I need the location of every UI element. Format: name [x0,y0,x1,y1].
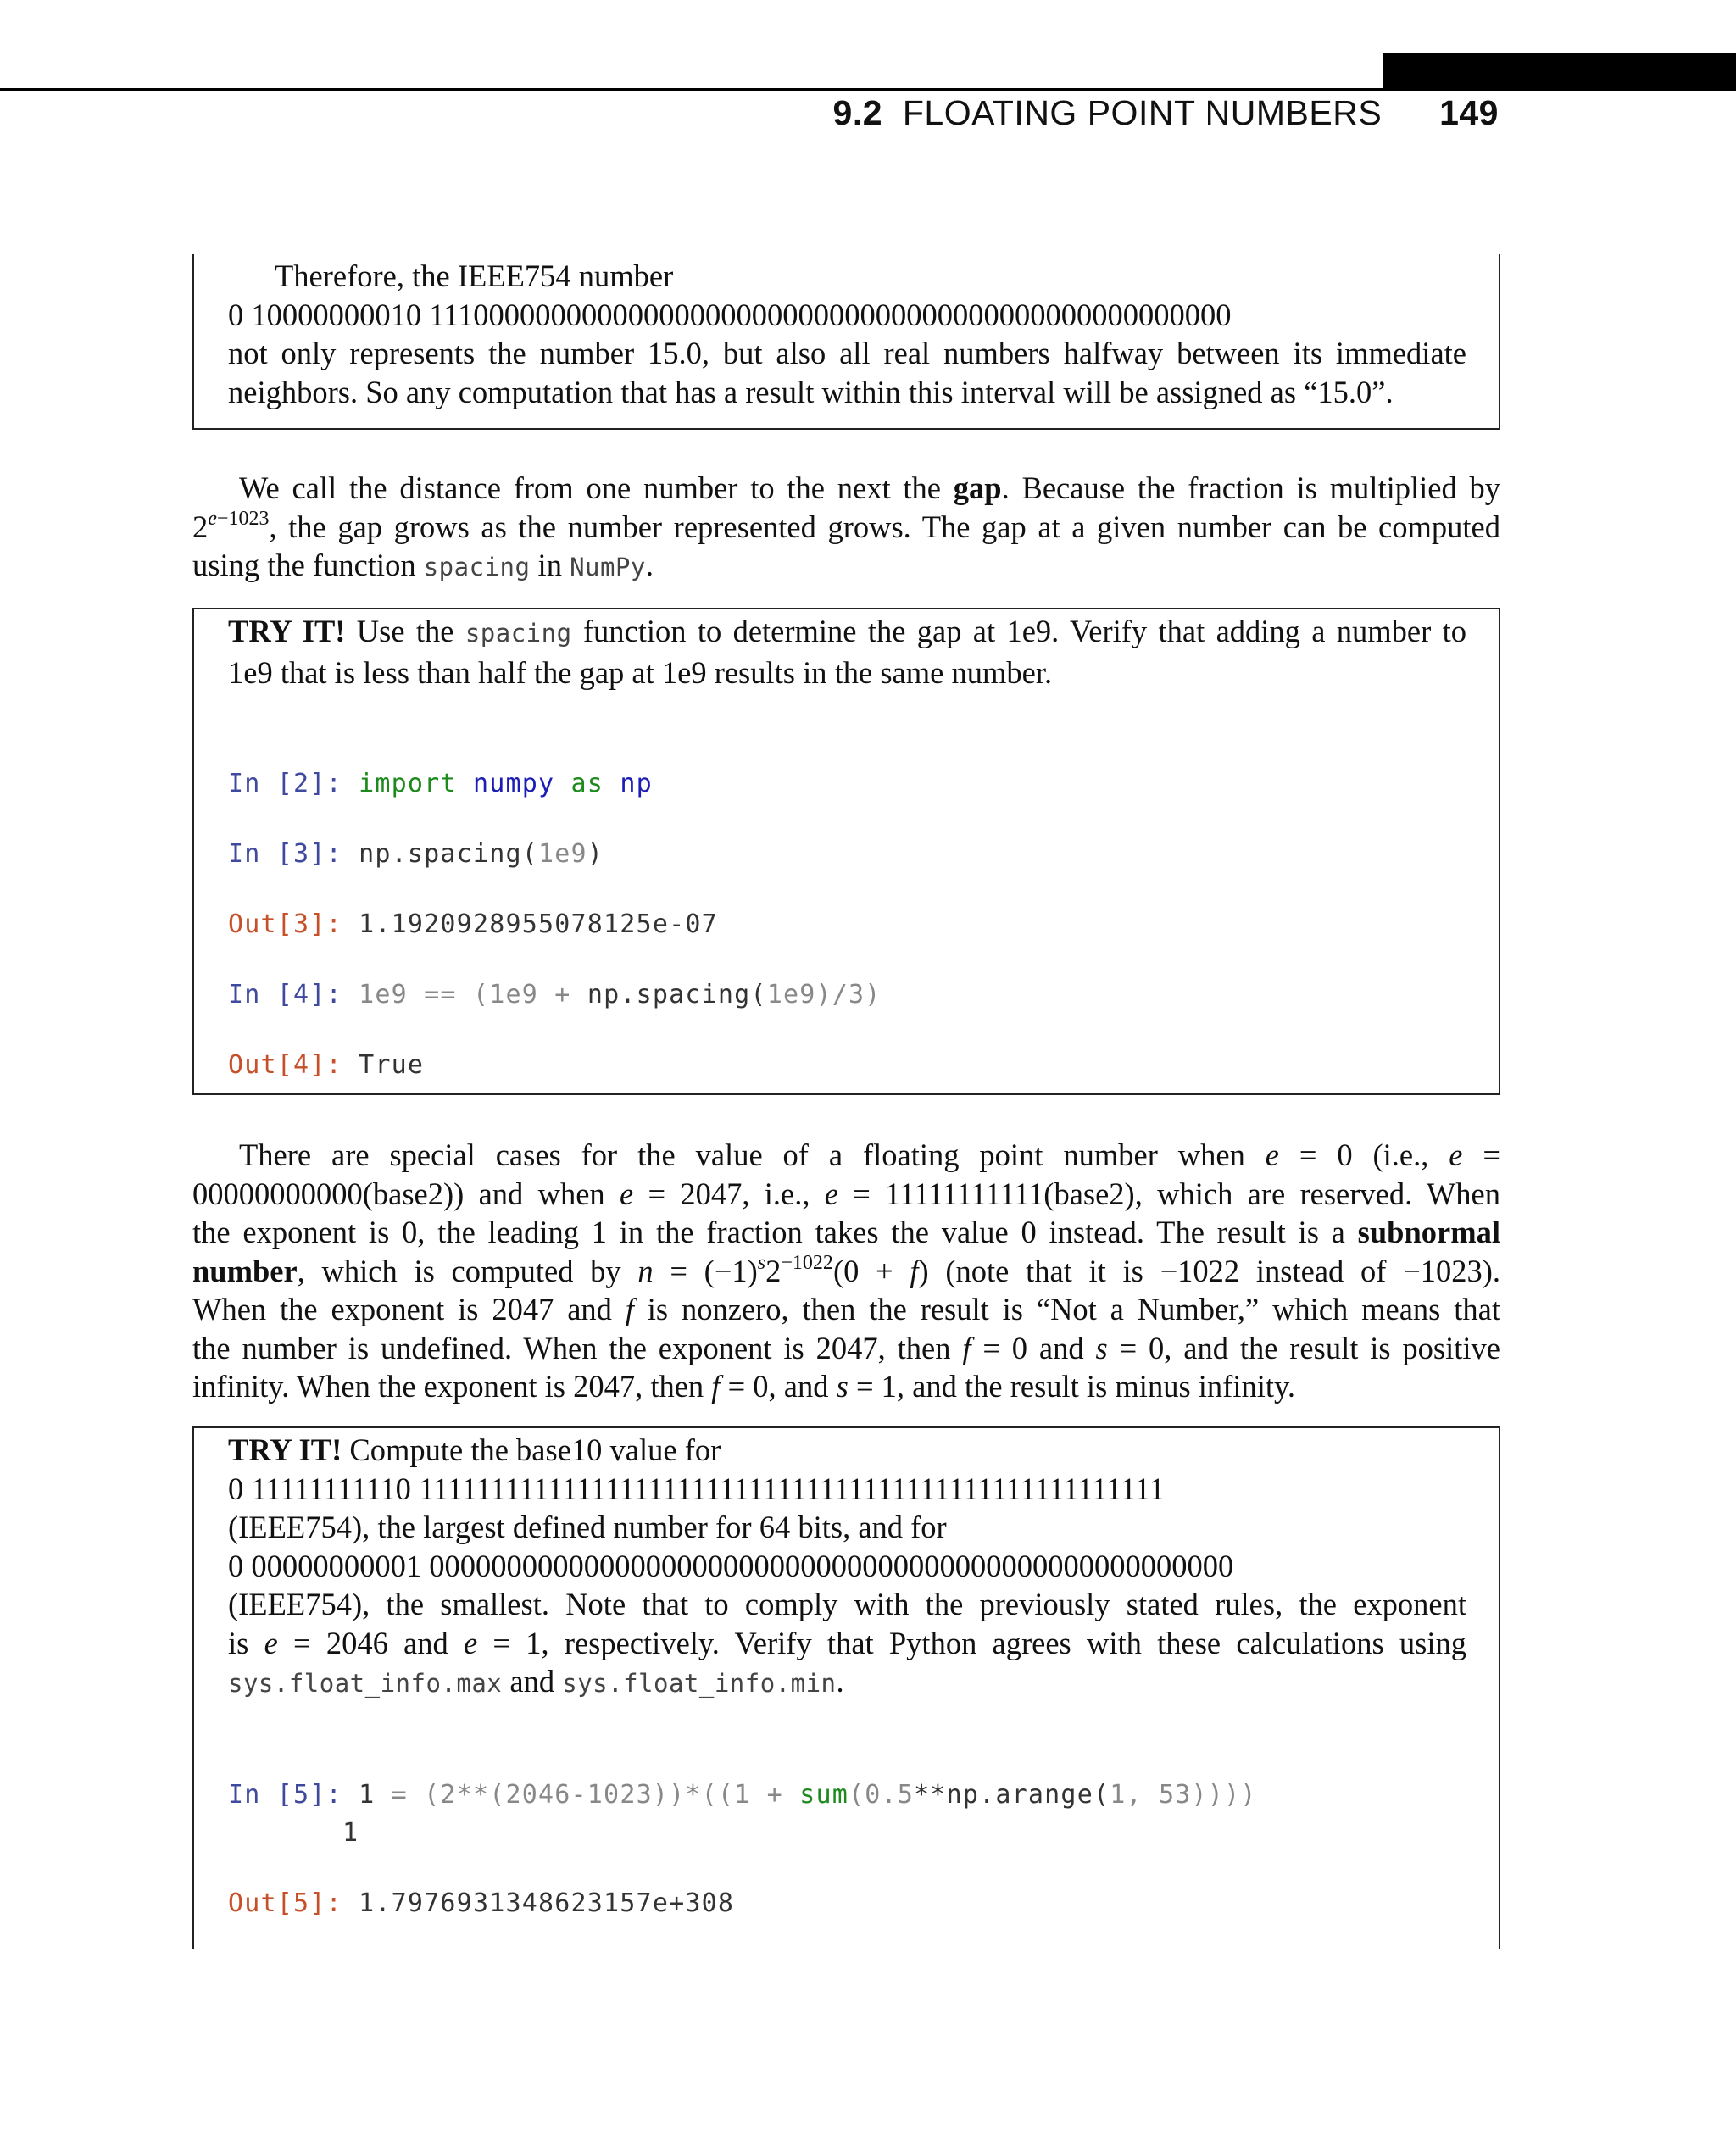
inline-code-spacing: spacing [465,619,572,648]
term-gap: gap [953,470,1002,505]
term-subnormal: subnormal [1357,1215,1500,1249]
try-it-label: TRY IT! [228,1432,342,1467]
section-number: 9.2 [832,93,883,132]
try-it-box-spacing [192,608,1500,1095]
bits-largest: 0 11111111110 1111111111111111111111111111111111111111111111111111 [228,1471,1165,1506]
header-rule [0,88,1736,91]
box-line-3: not only represents the number 15.0, but also all real numbers halfway between its immediate [228,336,1466,370]
code-cell-in5: In [5]: 1 = (2**(2046-1023))*((1 + sum(0.5**np.arange(1, 53)))) [228,1780,1257,1810]
try-it-text: TRY IT! Compute the base10 value for 0 11111111110 1111111111111111111111111111111111111111111111111111 (IEEE754), the largest defined number for 64 bits, and for 0 00000000001 0000000000000000000000000000000000000000000000000000 (IEEE754), the smallest. Note that to comply with the previously stated rules, the exponent is e = 2046 and e = 1, respectively. Verify that Python agrees with these calculations using sys.float_info.max and sys.float_info.min. [228,1432,1466,1699]
try-it-text: TRY IT! Use the spacing function to determine the gap at 1e9. Verify that adding a number to 1e9 that is less than half the gap at 1e9 results in the same number. [228,614,1466,690]
inline-code-float-max: sys.float_info.max [228,1669,503,1698]
section-title: FLOATING POINT NUMBERS [902,93,1383,132]
box-line-4: neighbors. So any computation that has a result within this interval will be assigned as “15.0”. [228,374,1394,409]
code-cell-in5-continuation: 1 [342,1818,359,1848]
try-it-label: TRY IT! [228,614,346,648]
try-it-box-float-info [192,1426,1500,1949]
inline-code-spacing: spacing [423,553,531,581]
paragraph-gap: We call the distance from one number to the next the gap. Because the fraction is multiplied by $2^{e-1023}$, the gap grows as the number represented grows. The gap at a given number can be computed using the function spacing in NumPy. [192,470,1500,582]
code-cell-out3: Out[3]: 1.1920928955078125e-07 [228,909,718,939]
code-cell-out4: Out[4]: True [228,1050,425,1080]
code-cell-out5: Out[5]: 1.7976931348623157e+308 [228,1888,735,1918]
header-black-bar [1383,53,1736,89]
running-header [833,93,1499,133]
paragraph-special-cases: There are special cases for the value of a floating point number when e = 0 (i.e., e = 00000000000(base2)) and when e = 2047, i.e., e = 11111111111(base2), which are reserved. When the exponent is 0, the leading 1 in the fraction takes the value 0 instead. The result is a subnormal number, which is computed by $n = (-1)^s2^{-1022}(0 + f)$ (note that it is −1022 instead of −1023). When the exponent is 2047 and f is nonzero, then the result is “Not a Number,” which means that the number is undefined. When the exponent is 2047, then f = 0 and s = 0, and the result is positive infinity. When the exponent is 2047, then f = 0, and s = 1, and the result is minus infinity. [192,1137,1501,1404]
example-box-continued [192,254,1500,430]
box-line-1: Therefore, the IEEE754 number [275,259,674,293]
bits-smallest: 0 00000000001 0000000000000000000000000000000000000000000000000000 [228,1548,1234,1583]
math-power: $2^{e-1023}$ [192,507,270,544]
inline-code-float-min: sys.float_info.min [562,1669,837,1698]
example-box-text [228,257,1466,411]
inline-code-numpy: NumPy [570,553,646,581]
code-cell-in2: In [2]: import numpy as np [228,769,653,798]
term-number: number [192,1253,298,1288]
page-number: 149 [1439,93,1499,132]
box-bits: 0 10000000010 1110000000000000000000000000000000000000000000000000 [228,297,1232,332]
code-cell-in3: In [3]: np.spacing(1e9) [228,839,604,869]
code-cell-in4: In [4]: 1e9 == (1e9 + np.spacing(1e9)/3) [228,980,882,1009]
